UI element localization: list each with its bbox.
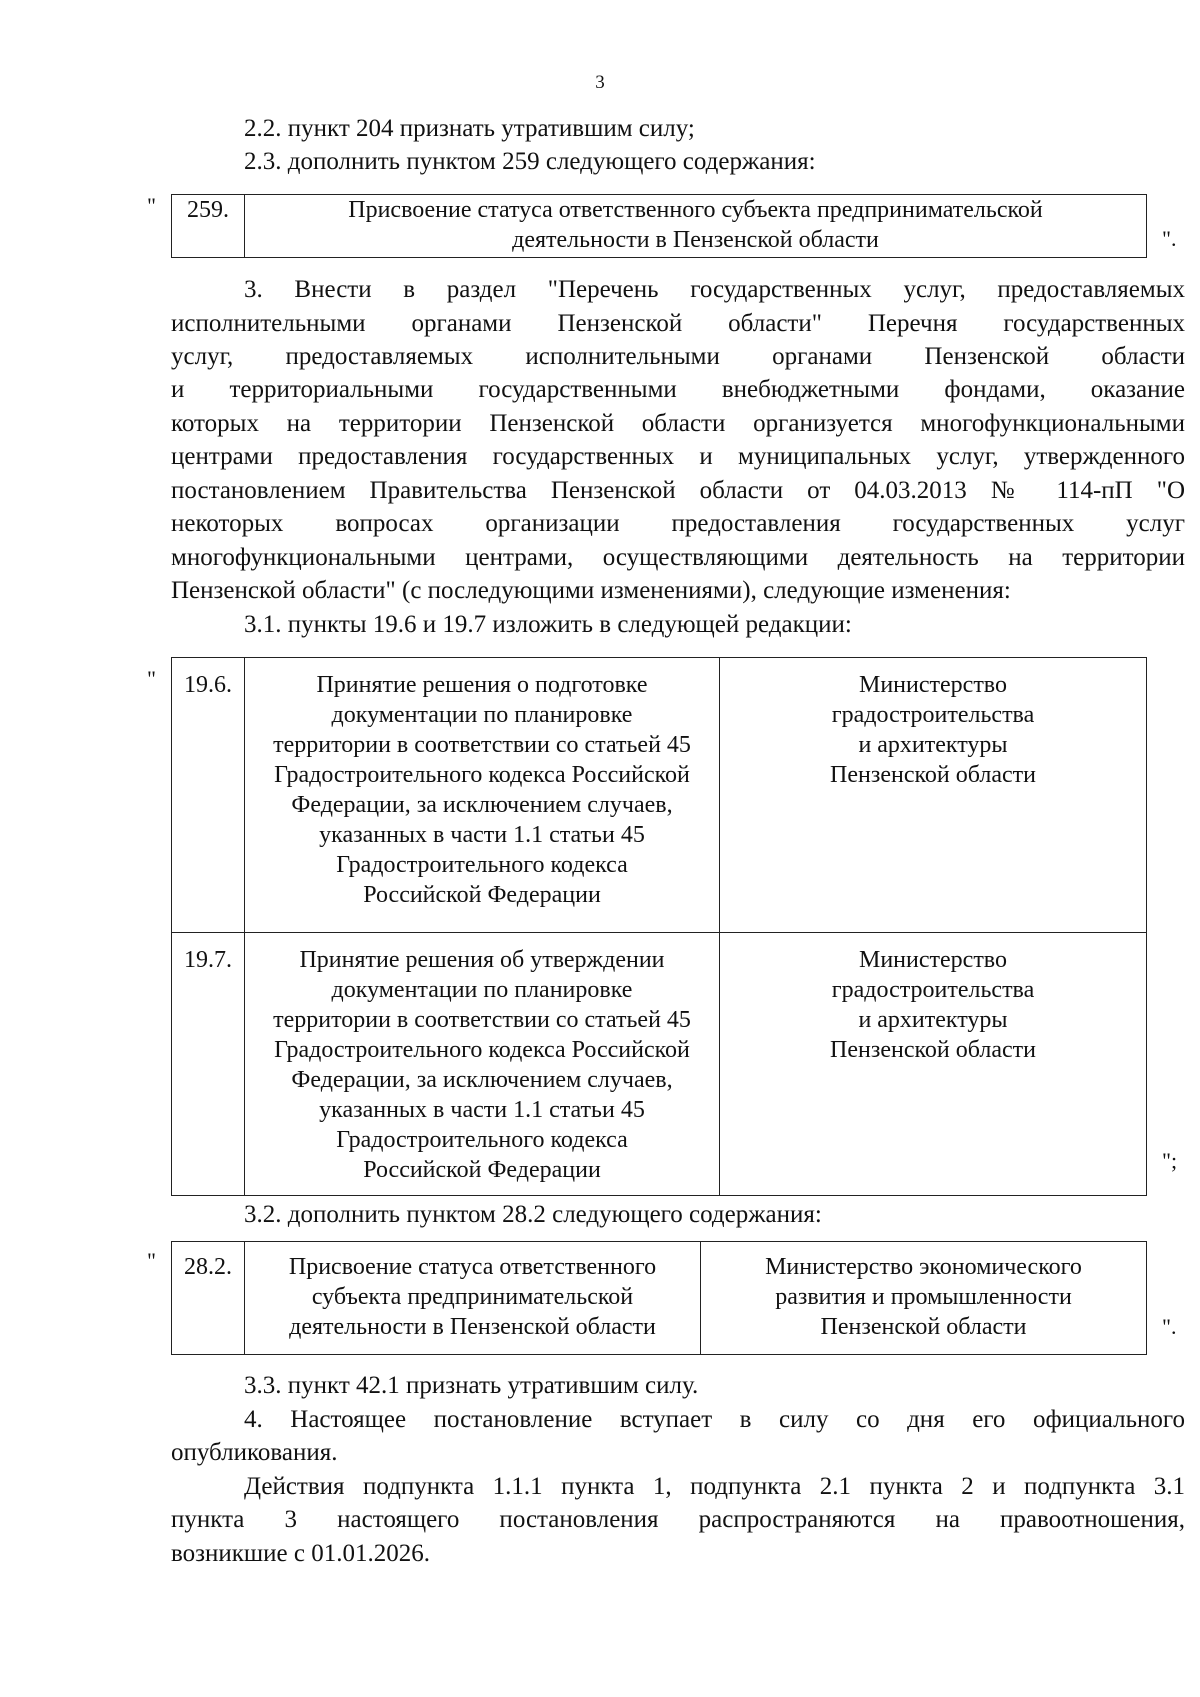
service-name-line: деятельности в Пензенской области	[512, 227, 879, 253]
agency-line: Министерство экономического	[765, 1254, 1082, 1280]
paragraph-line: опубликования.	[171, 1439, 338, 1466]
paragraph-line: которых на территории Пензенской области организуется многофункциональными	[171, 410, 1185, 437]
table-items-19-6-19-7	[171, 657, 1147, 1196]
service-name-line: Федерации, за исключением случаев,	[291, 792, 673, 818]
service-name-line: Градостроительного кодекса	[336, 852, 628, 878]
service-name-line: Градостроительного кодекса Российской	[274, 1037, 690, 1063]
agency-cell	[720, 933, 1147, 1196]
service-name-line: указанных в части 1.1 статьи 45	[319, 822, 645, 848]
table-row	[172, 195, 1147, 258]
agency-line: Министерство	[859, 672, 1007, 698]
agency-cell	[720, 658, 1147, 933]
agency-line: Министерство	[859, 947, 1007, 973]
paragraph-line: Действия подпункта 1.1.1 пункта 1, подпункта 2.1 пункта 2 и подпункта 3.1	[244, 1473, 1185, 1500]
table1-open-quote: "	[147, 193, 156, 218]
table-row	[172, 658, 1147, 933]
service-name-line: Принятие решения об утверждении	[299, 947, 665, 973]
paragraph-line: многофункциональными центрами, осуществляющими деятельность на территории	[171, 544, 1185, 571]
agency-line: и архитектуры	[858, 732, 1008, 758]
service-name-line: Принятие решения о подготовке	[316, 672, 648, 698]
agency-cell	[701, 1242, 1147, 1355]
table2-close-quote: ";	[1162, 1148, 1178, 1173]
service-name-line: Градостроительного кодекса	[336, 1127, 628, 1153]
agency-line: градостроительства	[831, 702, 1035, 728]
service-name-line: Российской Федерации	[363, 882, 601, 908]
agency-line: Пензенской области	[830, 762, 1036, 788]
service-name-cell	[245, 933, 720, 1196]
table-row	[172, 1242, 1147, 1355]
table-item-259	[171, 194, 1147, 258]
service-name-line: Российской Федерации	[363, 1157, 601, 1183]
paragraph-line: 3. Внести в раздел "Перечень государственных услуг, предоставляемых	[244, 276, 1185, 303]
paragraph-3-3: 3.3. пункт 42.1 признать утратившим силу.	[244, 1372, 699, 1399]
paragraph-3-1: 3.1. пункты 19.6 и 19.7 изложить в следующей редакции:	[244, 611, 852, 638]
service-name-line: Присвоение статуса ответственного	[288, 1254, 657, 1280]
row-number: 19.6.	[172, 658, 245, 933]
row-number: 19.7.	[172, 933, 245, 1196]
agency-line: Пензенской области	[820, 1314, 1027, 1340]
service-name-line: территории в соответствии со статьей 45	[273, 1007, 691, 1033]
service-name-cell	[245, 1242, 701, 1355]
service-name-line: Присвоение статуса ответственного субъекта предпринимательской	[348, 197, 1043, 223]
agency-line: развития и промышленности	[775, 1284, 1072, 1310]
service-name-line: Федерации, за исключением случаев,	[291, 1067, 673, 1093]
table-item-28-2	[171, 1241, 1147, 1355]
paragraph-line: исполнительными органами Пензенской области" Перечня государственных	[171, 310, 1185, 337]
service-name-line: указанных в части 1.1 статьи 45	[319, 1097, 645, 1123]
paragraph-line: пункта 3 настоящего постановления распространяются на правоотношения,	[171, 1506, 1185, 1533]
service-name-line: территории в соответствии со статьей 45	[273, 732, 691, 758]
service-name-cell	[245, 195, 1147, 258]
paragraph-line: некоторых вопросах организации предоставления государственных услуг	[171, 510, 1185, 537]
table3-open-quote: "	[147, 1248, 156, 1273]
paragraph-line: возникшие с 01.01.2026.	[171, 1540, 430, 1567]
paragraph-2-2: 2.2. пункт 204 признать утратившим силу;	[244, 115, 695, 142]
paragraph-line: 4. Настоящее постановление вступает в силу со дня его официального	[244, 1406, 1185, 1433]
table-row	[172, 933, 1147, 1196]
agency-line: и архитектуры	[858, 1007, 1008, 1033]
paragraph-3-2: 3.2. дополнить пунктом 28.2 следующего содержания:	[244, 1201, 822, 1228]
agency-line: Пензенской области	[830, 1037, 1036, 1063]
service-name-line: деятельности в Пензенской области	[289, 1314, 656, 1340]
service-name-cell	[245, 658, 720, 933]
service-name-line: документации по планировке	[331, 977, 633, 1003]
paragraph-2-3: 2.3. дополнить пунктом 259 следующего содержания:	[244, 148, 816, 175]
table2-open-quote: "	[147, 666, 156, 691]
row-number: 28.2.	[172, 1242, 245, 1355]
paragraph-line: Пензенской области" (с последующими изменениями), следующие изменения:	[171, 577, 1011, 604]
service-name-line: субъекта предпринимательской	[311, 1284, 634, 1310]
paragraph-line: услуг, предоставляемых исполнительными органами Пензенской области	[171, 343, 1185, 370]
paragraph-line: постановлением Правительства Пензенской области от 04.03.2013 № 114-пП "О	[171, 477, 1185, 504]
row-number: 259.	[172, 195, 245, 258]
service-name-line: Градостроительного кодекса Российской	[274, 762, 690, 788]
table1-close-quote: ".	[1162, 226, 1177, 251]
page-number: 3	[595, 72, 605, 93]
paragraph-line: и территориальными государственными внебюджетными фондами, оказание	[171, 376, 1185, 403]
paragraph-line: центрами предоставления государственных и муниципальных услуг, утвержденного	[171, 443, 1185, 470]
table3-close-quote: ".	[1162, 1314, 1177, 1339]
service-name-line: документации по планировке	[331, 702, 633, 728]
agency-line: градостроительства	[831, 977, 1035, 1003]
